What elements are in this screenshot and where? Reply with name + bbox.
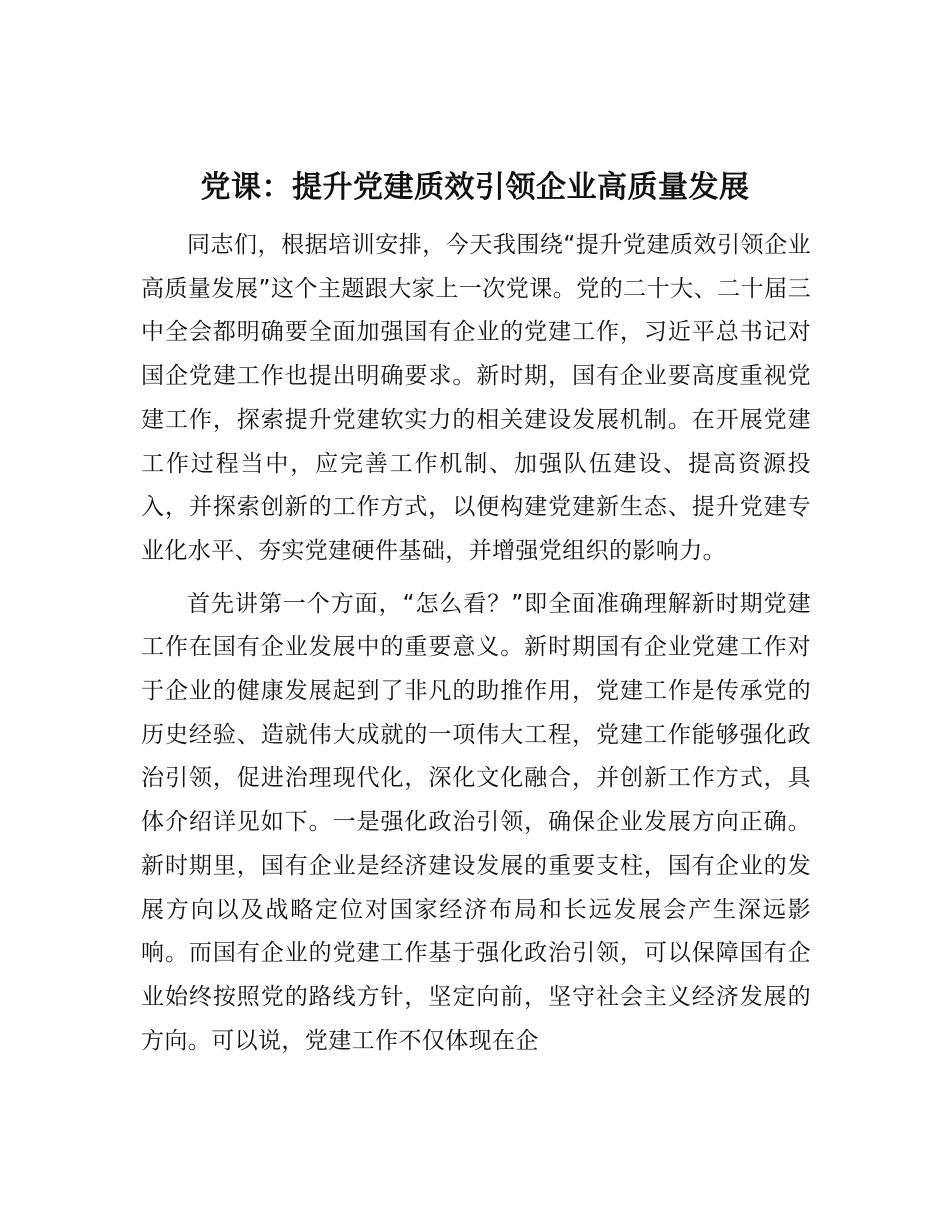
document-body [141,224,811,1063]
paragraph-intro: 同志们，根据培训安排，今天我围绕“提升党建质效引领企业高质量发展”这个主题跟大家上一次党课。党的二十大、二十届三中全会都明确要全面加强国有企业的党建工作，习近平总书记对国企党建工作也提出明确要求。新时期，国有企业要高度重视党建工作，探索提升党建软实力的相关建设发展机制。在开展党建工作过程当中，应完善工作机制、加强队伍建设、提高资源投入，并探索创新的工作方式，以便构建党建新生态、提升党建专业化水平、夯实党建硬件基础，并增强党组织的影响力。 [141,232,811,564]
document-title: 党课：提升党建质效引领企业高质量发展 [200,170,750,205]
paragraph-first-aspect: 首先讲第一个方面，“怎么看？”即全面准确理解新时期党建工作在国有企业发展中的重要意义。新时期国有企业党建工作对于企业的健康发展起到了非凡的助推作用，党建工作是传承党的历史经验、造就伟大成就的一项伟大工程，党建工作能够强化政治引领，促进治理现代化，深化文化融合，并创新工作方式，具体介绍详见如下。一是强化政治引领，确保企业发展方向正确。新时期里，国有企业是经济建设发展的重要支柱，国有企业的发展方向以及战略定位对国家经济布局和长远发展会产生深远影响。而国有企业的党建工作基于强化政治引领，可以保障国有企业始终按照党的路线方针，坚定向前，坚守社会主义经济发展的方向。可以说，党建工作不仅体现在企 [141,590,811,1054]
